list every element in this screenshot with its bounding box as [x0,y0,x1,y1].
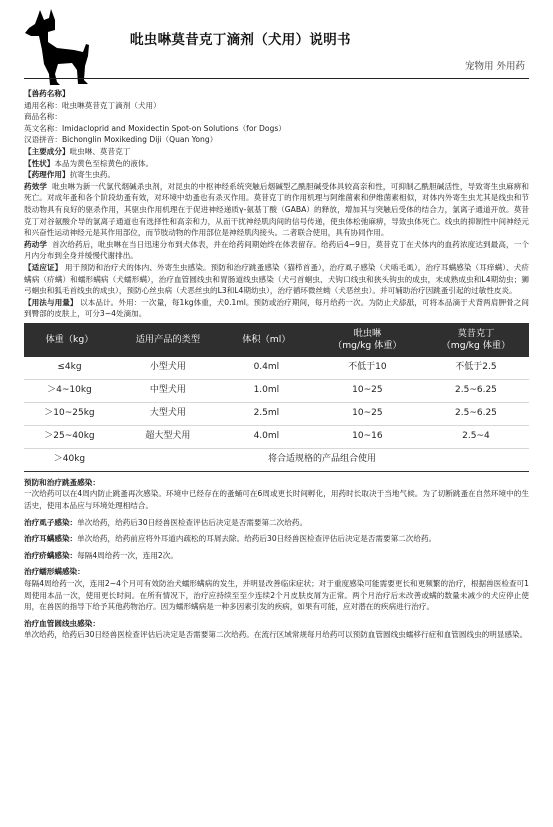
table-cell: 10~16 [352,431,383,442]
usage-text: 以本品计。外用：一次量，每1kg体重，犬0.1ml。预防或治疗期间，每月给药一次。为防止犬舔舐，可将本品滴于犬背两肩胛骨之间到臀部的皮肤上，可分3~4处滴加。 [24,297,529,319]
table-cell: ≤4kg [57,362,82,373]
indications-paragraph [24,262,529,297]
indications-label: 【适应证】 [24,262,63,272]
col-header-weight: 体重（kg） [24,323,115,357]
category-row [24,169,529,181]
table-cell: 2.5ml [253,408,280,419]
table-cell: 大型犬用 [149,408,186,419]
table-row [24,448,529,471]
usage-section-title: 治疗虱子感染： [24,517,78,527]
col-header-imidacloprid: 吡虫啉 （mg/kg 体重） [312,323,423,357]
english-name: 英文名称：Imidacloprid and Moxidectin Spot-on Solutions（for Dogs） [24,123,286,133]
table-cell: 1.0ml [253,385,280,396]
usage-section-text: 单次给药，给药后30日经兽医检查评估后决定是否需要第二次给药。 [77,517,308,527]
table-row [24,402,529,425]
usage-section-title: 治疗耳螨感染： [24,534,78,544]
usage-section-text: 单次给药，给药后30日经兽医检查评估后决定是否需要第二次给药。在流行区域常规每月给药可以预防血管圆线虫蠕移行症和血管圆线虫的明显感染。 [24,630,528,640]
table-cell: 2.5~6.25 [455,385,497,396]
drug-name-heading: 【兽药名称】 [24,89,70,98]
pinyin-name: 汉语拼音：Bichonglin Moxikeding Diji（Quan Yong） [24,135,218,145]
indications-text: 用于预防和治疗犬的体内、外寄生虫感染。预防和治疗跳蚤感染（猫栉首蚤），治疗虱子感染（犬啮毛虱），治疗耳螨感染（耳痒螨）、犬疥螨病（疥螨）和蠕形螨病（犬蠕形螨），治疗血管圆线虫和胃肠道线虫感染（犬弓首蛔虫、犬钩口线虫和狭头钩虫的成虫，未成熟成虫和L4期幼虫；狮弓蛔虫和狐毛首线虫的成虫），预防心丝虫病（犬恶丝虫的L3和L4期幼虫），治疗循环微丝蚴（犬恶丝虫）。并可辅助治疗因跳蚤引起的过敏性皮炎。 [24,262,530,296]
table-cell: ＞10~25kg [44,408,95,419]
usage-section [24,566,529,612]
table-cell: 超大型犬用 [145,431,191,442]
ingredients-label: 【主要成分】 [24,146,70,156]
pharmacokinetics-label: 药动学 [24,239,48,249]
ingredients-row [24,146,529,158]
table-cell: ＞25~40kg [44,431,95,442]
dose-table [24,323,529,472]
usage-section-title: 治疗蠕形螨感染： [24,567,85,577]
usage-section [24,533,529,545]
dog-logo-icon [22,8,92,86]
usage-section-title: 预防和治疗跳蚤感染： [24,477,100,487]
trade-name: 商品名称： [24,112,62,122]
document-title: 吡虫啉莫昔克丁滴剂（犬用）说明书 [130,32,351,48]
table-cell: 10~25 [352,385,383,396]
usage-section [24,618,529,641]
table-cell: 中型犬用 [149,385,186,396]
table-cell: 2.5~4 [462,431,490,442]
usage-section [24,477,529,512]
properties-label: 【性状】 [24,158,55,168]
table-cell: 10~25 [352,408,383,419]
usage-sections [24,477,529,641]
table-row [24,379,529,402]
leaflet-content [24,88,529,641]
table-cell: 0.4ml [253,362,280,373]
usage-section-title: 治疗疥螨感染： [24,550,78,560]
col-header-product-type: 适用产品的类型 [115,323,221,357]
usage-section [24,550,529,562]
category-label: 【药理作用】 [24,170,70,180]
table-cell: 小型犬用 [149,362,186,373]
table-row [24,425,529,448]
pharmacology-text: 吡虫啉为新一代氯代烟碱杀虫剂，对昆虫的中枢神经系统突触后烟碱型乙酰胆碱受体具较高亲和性，可抑制乙酰胆碱活性，导致寄生虫麻痹和死亡。对成年蚤和各个阶段幼蚤有效，对环境中幼蚤也有杀灭作用。莫昔克丁的作用机理与阿维菌素和伊维菌素相似，对体内外寄生虫尤其是线虫和节肢动物具有良好的驱杀作用，其驱虫作用机理在于促进神经递质γ-氨基丁酸（GABA）的释放，增加其与突触后受体的结合力，氯离子通道开放。莫昔克丁对谷氨酸介导的氯离子通道也有选择性和高亲和力，从而干扰神经肌肉间的信号传递，使虫体松弛麻痹，导致虫体死亡。线虫的抑制性中间神经元和兴奋性运动神经元是其作用部位，而节肢动物的作用部位是神经肌肉接头。二者联合使用，具有协同作用。 [24,181,530,238]
usage-section-text: 每隔4周给药一次，连用2次。 [77,550,178,560]
usage-section-text: 一次给药可以在4周内防止跳蚤再次感染。环境中已经存在的蚤蛹可在6周或更长时间孵化，用药时长取决于当地气候。为了切断跳蚤在自然环境中的生活史，使用本品应与环境处理相结合。 [24,489,529,511]
pharmacokinetics-paragraph [24,239,529,262]
properties-value: 本品为黄色至棕黄色的液体。 [54,158,154,168]
usage-section-text: 每隔4周给药一次，连用2~4个月可有效防治犬蠕形螨病的发生，并明显改善临床症状；对于重度感染可能需要更长和更频繁的治疗，根据兽医检查可1周使用本品一次，使用更长时间。在所有情况下，治疗应持续至至少连续2个月皮肤皮屑为正常。两个月治疗后未改善或螨的数量未减少的犬应停止使用，在兽医的指导下给予其他药物治疗。因为蠕形螨病是一种多因素引发的疾病，如果有可能，应对潜在的疾病进行治疗。 [24,579,529,612]
table-cell: ＞40kg [53,454,86,465]
category-value: 抗寄生虫药。 [69,170,116,180]
header-divider [24,78,529,79]
usage-section-title: 治疗血管圆线虫感染： [24,618,100,628]
common-name: 通用名称：吡虫啉莫昔克丁滴剂（犬用） [24,100,161,110]
usage-section-text: 单次给药，给药前应将外耳道内疏松的耳屑去除。给药后30日经兽医检查评估后决定是否需要第二次给药。 [77,534,437,544]
document-subtitle: 宠物用 外用药 [464,61,525,72]
table-cell: 4.0ml [253,431,280,442]
table-row [24,357,529,380]
table-cell: 不低于2.5 [455,362,497,373]
table-cell: 2.5~6.25 [455,408,497,419]
ingredients-value: 吡虫啉、莫昔克丁 [69,146,131,156]
col-header-volume: 体积（ml） [221,323,312,357]
col-header-moxidectin: 莫昔克丁 （mg/kg 体重） [423,323,529,357]
usage-section [24,517,529,529]
pharmacology-paragraph [24,181,529,239]
table-cell: 不低于10 [348,362,387,373]
dose-table-header [24,323,529,357]
properties-row [24,158,529,170]
table-cell-merged: 将合适规格的产品组合使用 [267,454,376,465]
usage-label: 【用法与用量】 [24,297,78,307]
usage-paragraph [24,297,529,320]
table-cell: ＞4~10kg [47,385,92,396]
pharmacology-label: 药效学 [24,181,48,191]
pharmacokinetics-text: 首次给药后，吡虫啉在当日迅速分布到犬体表，并在给药间期始终在体表留存。给药后4~9日，莫昔克丁在犬体内的血药浓度达到最高，一个月内分布到全身并缓慢代谢排出。 [24,239,529,261]
